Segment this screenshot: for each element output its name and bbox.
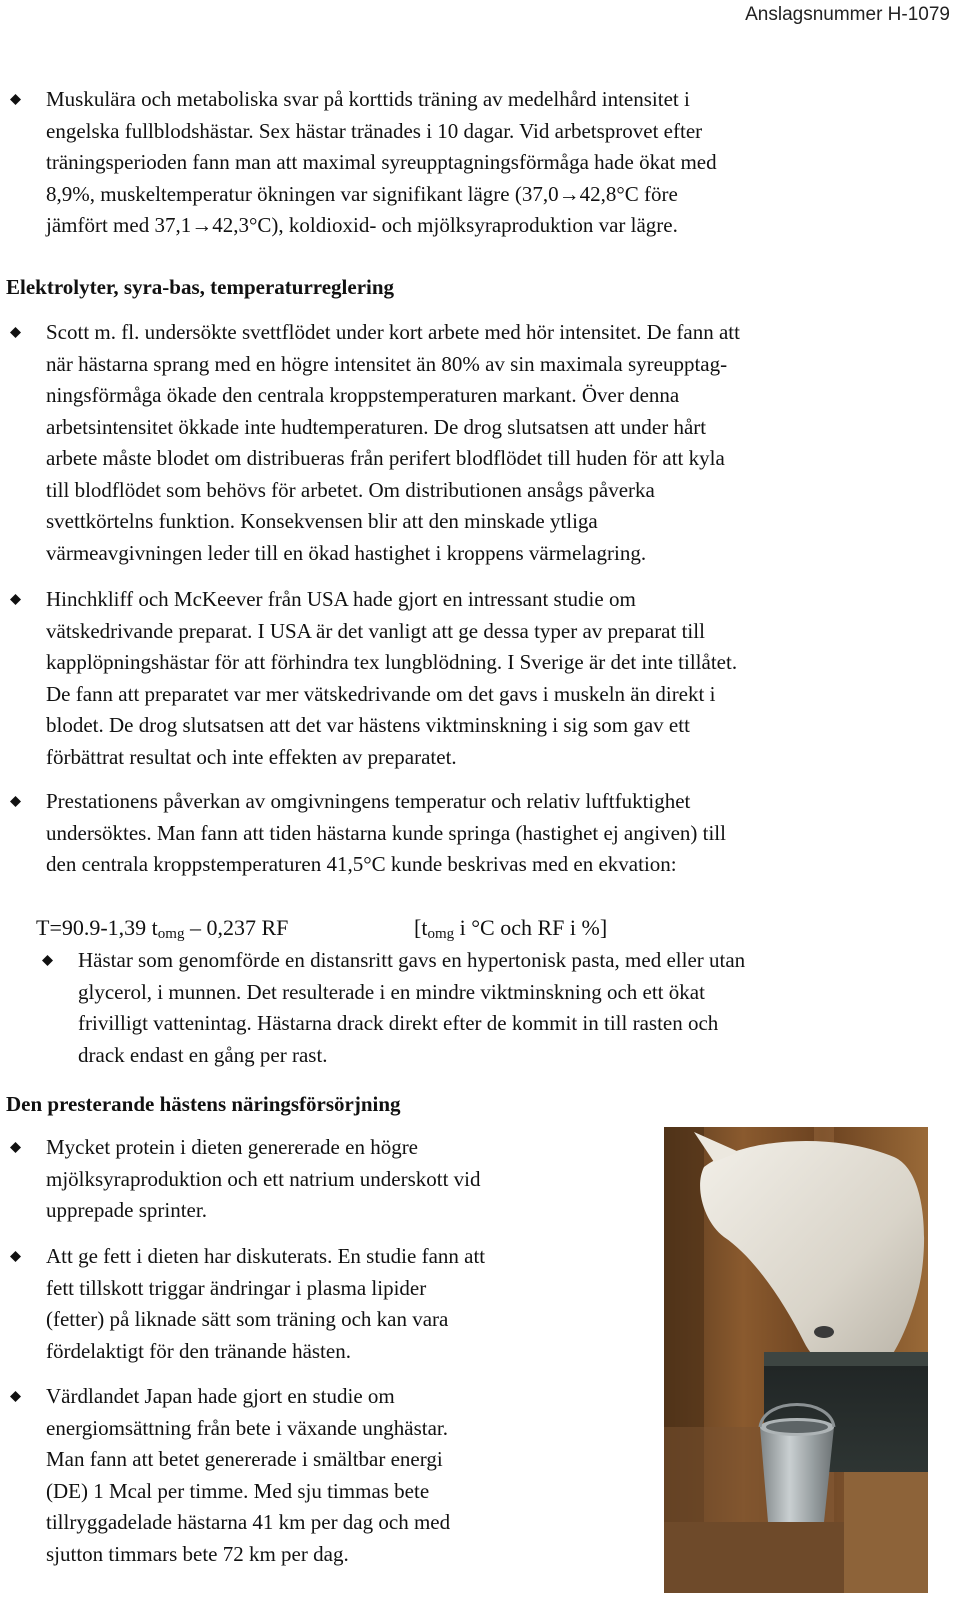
text-line: undersöktes. Man fann att tiden hästarna kunde springa (hastighet ej angiven) till	[46, 820, 726, 845]
equation-rhs: – 0,237 RF	[184, 915, 289, 940]
text-line: ningsförmåga ökade den centrala kroppstemperaturen markant. Över denna	[46, 383, 680, 407]
units-subscript: omg	[427, 926, 455, 942]
text-line: upprepade sprinter.	[46, 1198, 207, 1222]
text-line: värmeavgivningen leder till en ökad hastighet i kroppens värmelagring.	[46, 540, 647, 565]
text-line: arbetsintensitet ökkade inte hudtemperaturen. De drog slutsatsen att under hårt	[46, 414, 707, 439]
text-line: träningsperioden fann man att maximal syreupptagningsförmåga hade ökat med	[46, 150, 717, 174]
bullet-hypertonic-paste	[42, 945, 950, 1071]
text-line: när hästarna sprang med en högre intensitet än 80% av sin maximala syreupptag-	[46, 351, 728, 376]
diamond-bullet-icon	[10, 1391, 21, 1402]
text-line: glycerol, i munnen. Det resulterade i en mindre viktminskning och ett ökat	[78, 979, 705, 1004]
equation-lhs: T=90.9-1,39 t	[36, 915, 158, 940]
bullet-sweat-flow	[10, 317, 950, 569]
text-line: drack endast en gång per rast.	[78, 1042, 328, 1067]
text-line: mjölksyraproduktion och ett natrium underskott vid	[46, 1166, 481, 1191]
units-rest: i °C och RF i %]	[454, 915, 608, 940]
text-line: sjutton timmars bete 72 km per dag.	[46, 1541, 349, 1566]
bullet-diuretics	[10, 584, 950, 773]
horse-drinking-from-bucket-photo	[664, 1127, 928, 1593]
page-header-reference: Anslagsnummer H-1079	[745, 4, 950, 25]
text-line: Hästar som genomförde en distansritt gavs en hypertonisk pasta, med eller utan	[78, 948, 746, 972]
equation	[36, 913, 608, 949]
text-line: tillryggadelade hästarna 41 km per dag och med	[46, 1510, 451, 1534]
text-line: Prestationens påverkan av omgivningens temperatur och relativ luftfuktighet	[46, 789, 691, 813]
diamond-bullet-icon	[10, 1142, 21, 1153]
text-line: svettkörtelns funktion. Konsekvensen blir att den minskade ytliga	[46, 509, 598, 533]
text-line: jämfört med 37,1→42,3°C), koldioxid- och mjölksyraproduktion var lägre.	[46, 213, 678, 237]
text-line: 8,9%, muskeltemperatur ökningen var signifikant lägre (37,0→42,8°C före	[46, 181, 678, 206]
diamond-bullet-icon	[10, 94, 21, 105]
text-line: Värdlandet Japan hade gjort en studie om	[46, 1384, 395, 1408]
text-line: arbete måste blodet om distribueras från perifert blodflödet till huden för att kyla	[46, 446, 725, 470]
diamond-bullet-icon	[10, 1251, 21, 1262]
text-line: fett tillskott triggar ändringar i plasma lipider	[46, 1275, 427, 1300]
text-line: vätskedrivande preparat. I USA är det vanligt att ge dessa typer av preparat till	[46, 618, 705, 643]
diamond-bullet-icon	[42, 955, 53, 966]
text-line: Mycket protein i dieten genererade en högre	[46, 1135, 419, 1159]
text-line: Hinchkliff och McKeever från USA hade gjort en intressant studie om	[46, 587, 636, 611]
text-line: frivilligt vattenintag. Hästarna drack direkt efter de kommit in till rasten och	[78, 1011, 719, 1035]
diamond-bullet-icon	[10, 796, 21, 807]
section-heading-nutrition: Den presterande hästens näringsförsörjning	[6, 1092, 401, 1116]
bullet-muscular-response	[10, 84, 950, 242]
bullet-performance-temperature	[10, 786, 950, 881]
text-line: förbättrat resultat och inte effekten av preparatet.	[46, 744, 457, 769]
text-line: (DE) 1 Mcal per timme. Med sju timmas bete	[46, 1478, 430, 1503]
text-line: Muskulära och metaboliska svar på korttids träning av medelhård intensitet i	[46, 87, 690, 111]
text-line: energiomsättning från bete i växande unghästar.	[46, 1415, 448, 1440]
text-line: den centrala kroppstemperaturen 41,5°C kunde beskrivas med en ekvation:	[46, 852, 677, 876]
section-heading-electrolytes: Elektrolyter, syra-bas, temperaturreglering	[6, 275, 395, 299]
bullet-fat-diet	[10, 1241, 650, 1367]
text-line: Man fann att betet genererade i smältbar energi	[46, 1447, 443, 1471]
text-line: Att ge fett i dieten har diskuterats. En studie fann att	[46, 1244, 486, 1268]
text-line: Scott m. fl. undersökte svettflödet under kort arbete med hör intensitet. De fann att	[46, 320, 740, 344]
text-line: engelska fullblodshästar. Sex hästar tränades i 10 dagar. Vid arbetsprovet efter	[46, 118, 703, 143]
units-open: [t	[414, 915, 428, 940]
diamond-bullet-icon	[10, 594, 21, 605]
equation-units	[414, 913, 607, 949]
equation-subscript: omg	[157, 926, 185, 942]
diamond-bullet-icon	[10, 327, 21, 338]
bullet-protein	[10, 1132, 650, 1227]
text-line: (fetter) på liknade sätt som träning och kan vara	[46, 1307, 449, 1331]
text-line: till blodflödet som behövs för arbetet. Om distributionen ansågs påverka	[46, 477, 655, 502]
text-line: kapplöpningshästar för att förhindra tex lungblödning. I Sverige är det inte tillåtet.	[46, 650, 738, 674]
text-line: De fann att preparatet var mer vätskedrivande om det gavs i muskeln än direkt i	[46, 681, 716, 706]
text-line: blodet. De drog slutsatsen att det var hästens viktminskning i sig som gav ett	[46, 713, 690, 737]
bullet-japan-grazing	[10, 1381, 650, 1570]
text-line: fördelaktigt för den tränande hästen.	[46, 1338, 351, 1363]
